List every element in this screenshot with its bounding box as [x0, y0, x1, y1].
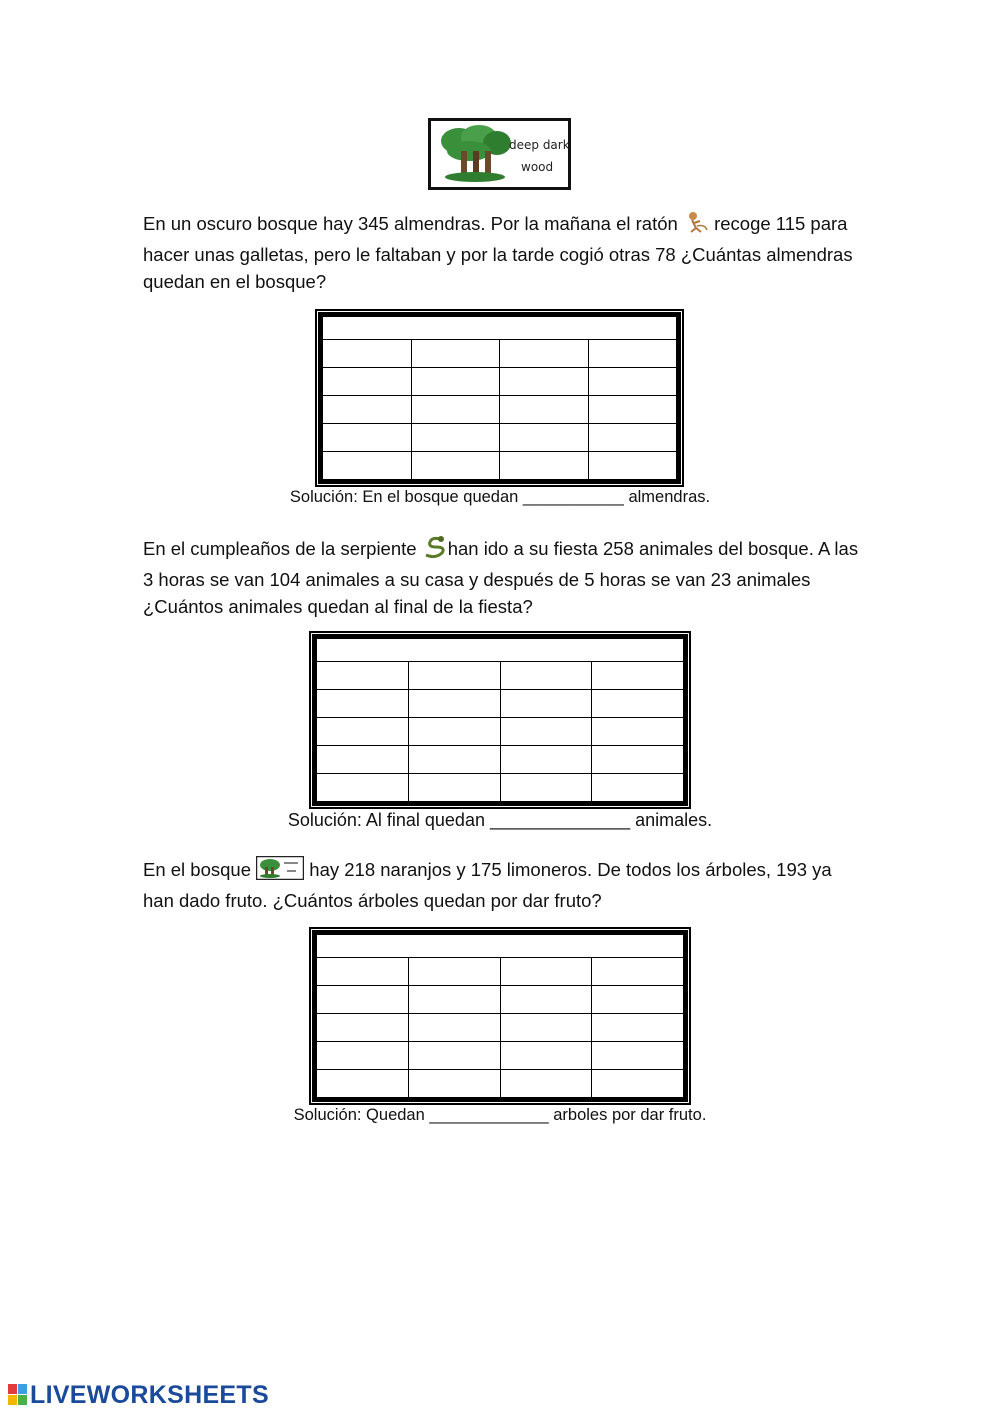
solution-1-unit: almendras.	[623, 488, 711, 506]
problem-2-solution	[0, 810, 1000, 831]
problem-3-table	[316, 934, 684, 1098]
solution-2-blank[interactable]: ______________	[489, 810, 631, 830]
problem-3-text-part1: En el bosque	[143, 859, 257, 880]
solution-3-label: Solución: Quedan	[293, 1106, 430, 1124]
snake-icon	[422, 533, 448, 566]
problem-3-grid[interactable]	[312, 930, 688, 1102]
brand-name: LIVEWORKSHEETS	[30, 1381, 269, 1409]
problem-3-solution	[0, 1106, 1000, 1125]
forest-image	[431, 121, 568, 187]
logo-line1: deep dark	[509, 138, 568, 152]
problem-2-text-part2: han ido a su fiesta 258 animales del bosque. A las 3 horas se van 104 animales a su casa y después de 5 horas se van 23 animales ¿Cuántos animales quedan al final de la fiesta?	[143, 538, 859, 617]
solution-2-unit: animales.	[630, 810, 713, 830]
problem-2-grid[interactable]	[312, 634, 688, 806]
problem-3-text	[143, 856, 863, 914]
problem-1-text	[143, 210, 863, 295]
liveworksheets-logo[interactable]	[8, 1381, 269, 1413]
logo-line2: wood	[521, 160, 554, 174]
mouse-icon	[683, 210, 709, 241]
solution-1-label: Solución: En el bosque quedan	[289, 488, 523, 506]
problem-2-text-part1: En el cumpleaños de la serpiente	[143, 538, 422, 559]
solution-2-label: Solución: Al final quedan	[287, 810, 490, 830]
solution-1-blank[interactable]: ___________	[522, 488, 624, 506]
problem-2-text	[143, 533, 863, 620]
problem-1-grid[interactable]	[318, 312, 681, 484]
deep-dark-wood-logo	[428, 118, 571, 190]
brand-cubes-icon	[8, 1384, 28, 1413]
solution-3-blank[interactable]: _____________	[429, 1106, 549, 1124]
problem-2-table	[316, 638, 684, 802]
solution-3-unit: arboles por dar fruto.	[548, 1106, 707, 1124]
problem-3-text-part2: hay 218 naranjos y 175 limoneros. De todos los árboles, 193 ya han dado fruto. ¿Cuántos árboles quedan por dar fruto?	[143, 859, 832, 911]
problem-1-text-part1: En un oscuro bosque hay 345 almendras. Por la mañana el ratón	[143, 213, 683, 234]
problem-1-table	[322, 316, 677, 480]
forest-logo-icon	[256, 856, 304, 887]
problem-1-text-part2: recoge 115 para hacer unas galletas, pero le faltaban y por la tarde cogió otras 78 ¿Cuántas almendras quedan en el bosque?	[143, 213, 853, 292]
problem-1-solution	[0, 488, 1000, 507]
